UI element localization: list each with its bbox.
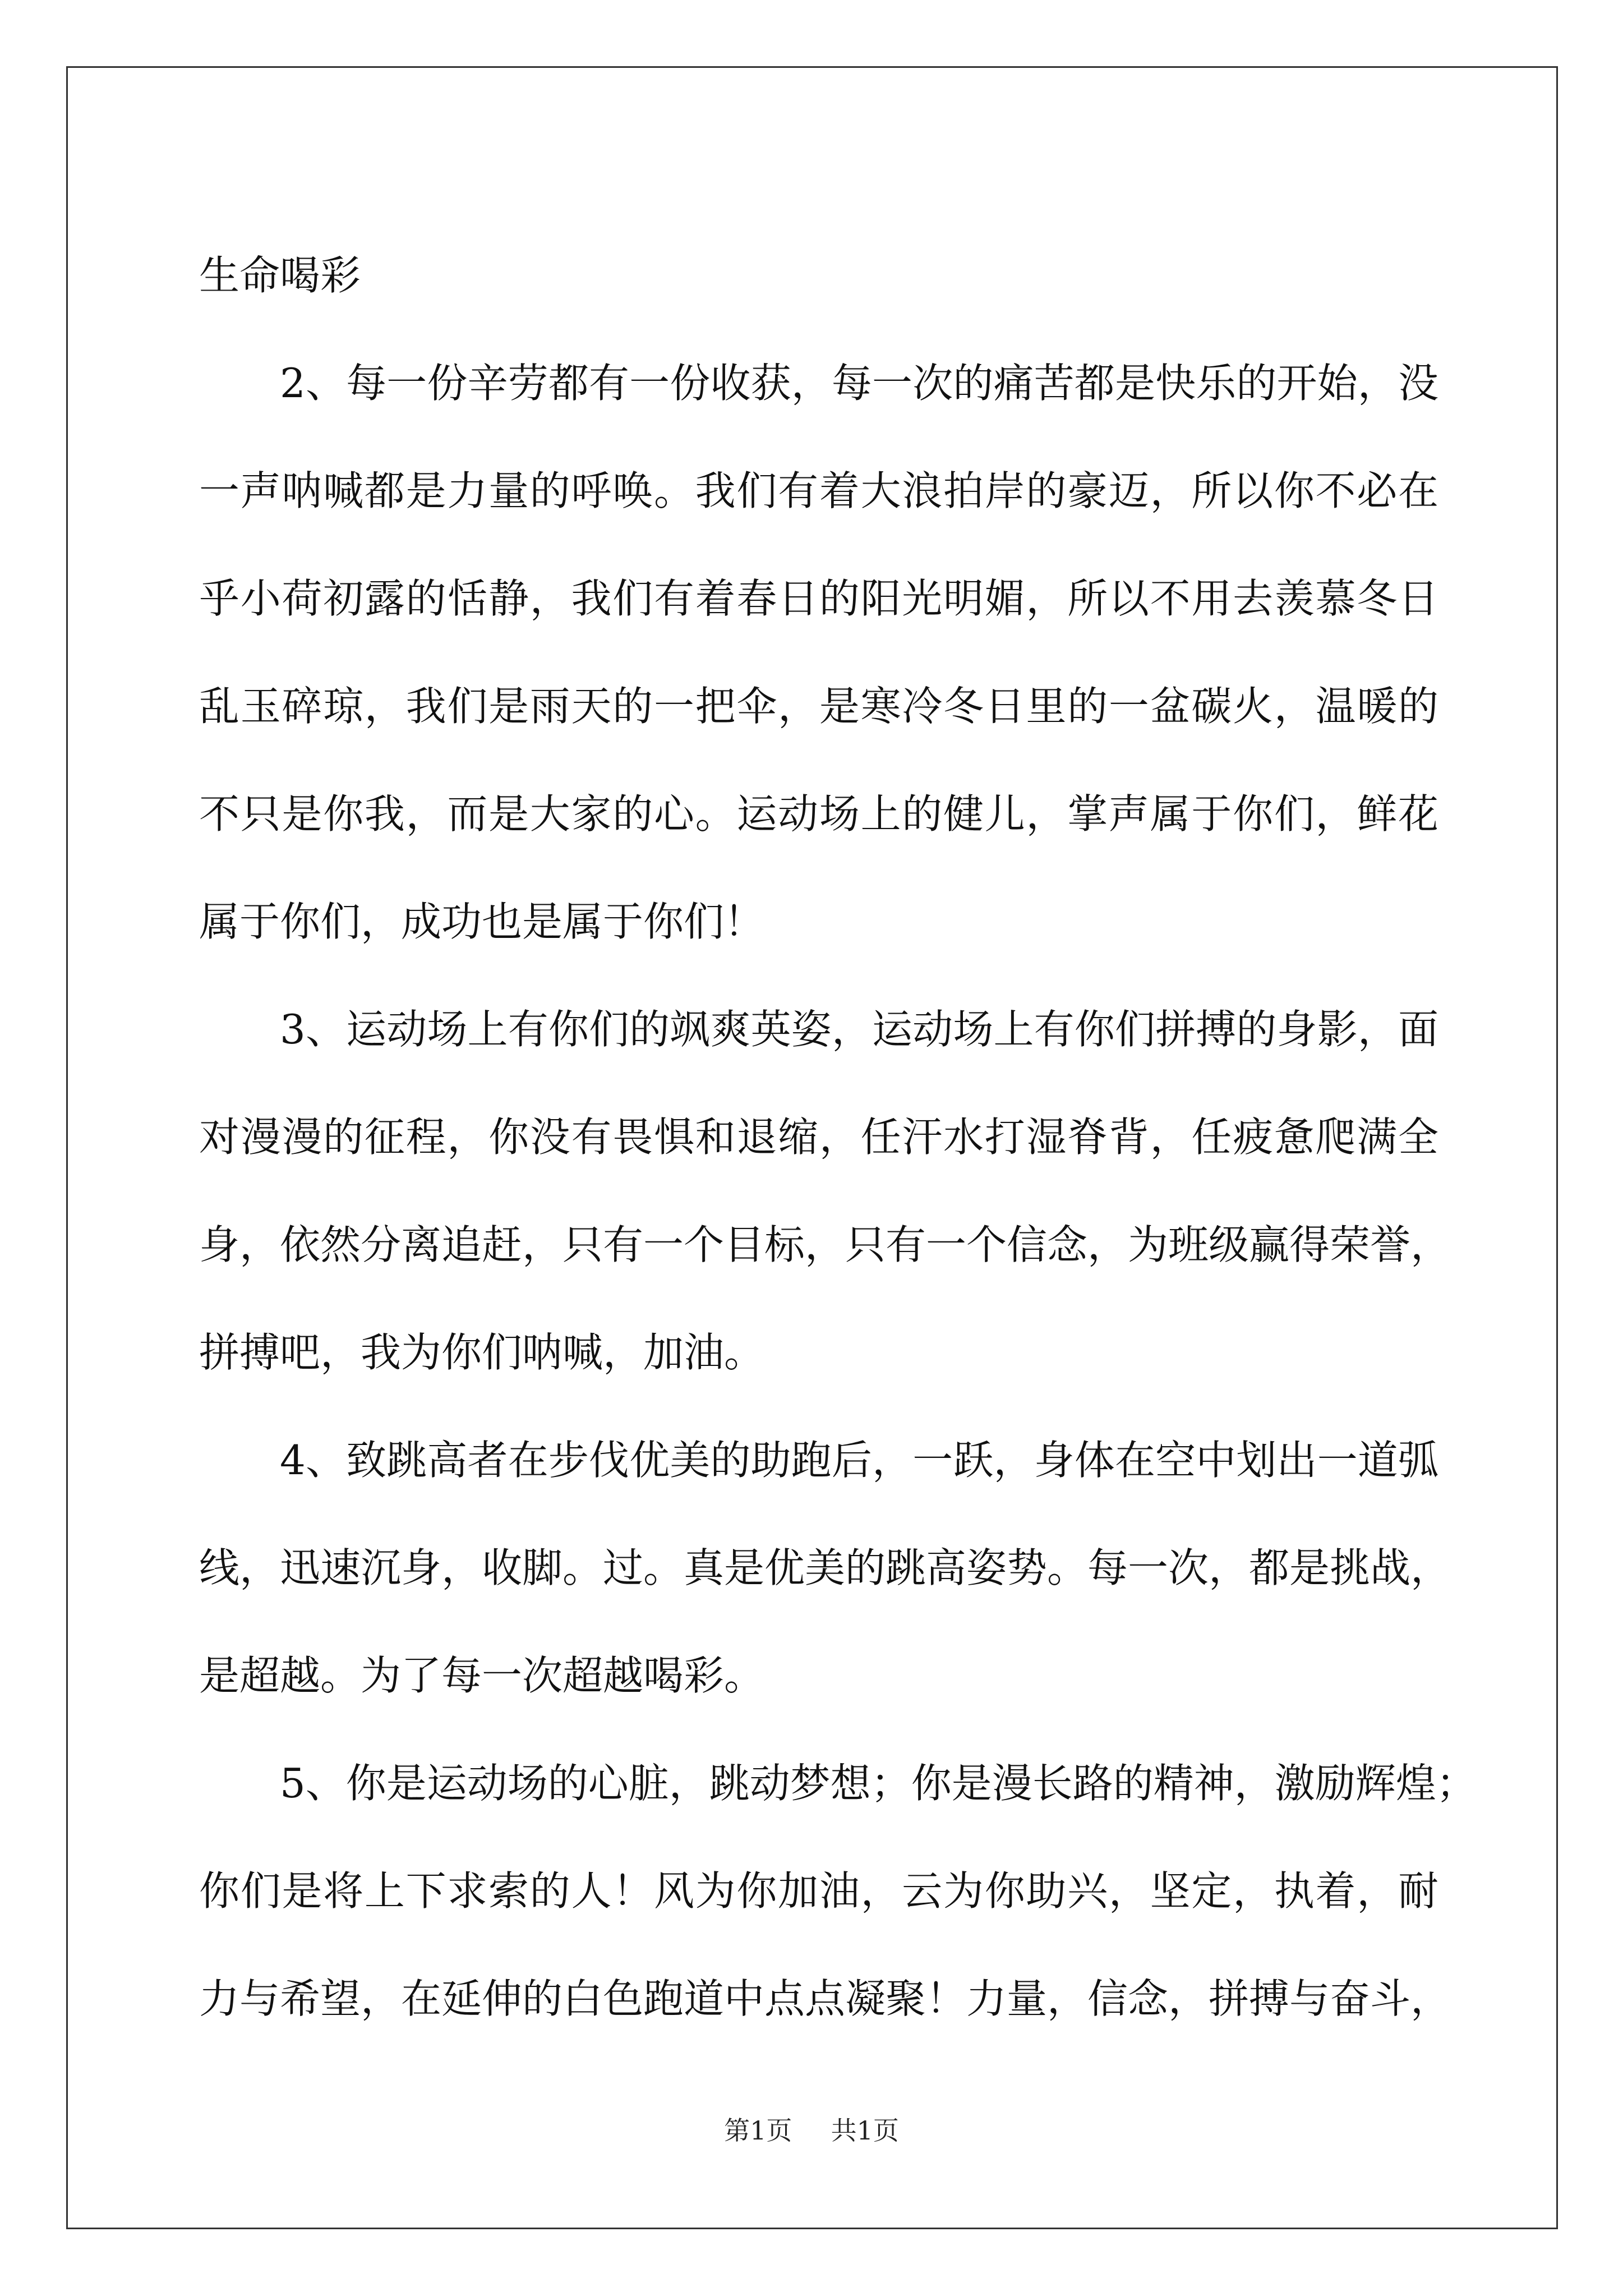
paragraph-line: 3、运动场上有你们的飒爽英姿，运动场上有你们拼搏的身影，面	[280, 1006, 1438, 1053]
paragraph-line: 乱玉碎琼，我们是雨天的一把伞，是寒冷冬日里的一盆碳火，温暖的	[199, 683, 1438, 730]
paragraph-line: 2、每一份辛劳都有一份收获，每一次的痛苦都是快乐的开始，没	[280, 360, 1438, 407]
paragraph-line: 乎小荷初露的恬静，我们有着春日的阳光明媚，所以不用去羡慕冬日	[199, 575, 1438, 622]
paragraph-3	[199, 976, 1451, 1406]
page-number-total: 共1页	[831, 2115, 899, 2146]
paragraph-line: 身，依然分离追赶，只有一个目标，只有一个信念，为班级赢得荣誉，	[199, 1221, 1451, 1268]
paragraph-line: 你们是将上下求索的人！风为你加油，云为你助兴，坚定，执着，耐	[199, 1867, 1438, 1915]
paragraph-line: 是超越。为了每一次超越喝彩。	[199, 1652, 765, 1699]
paragraph-line: 属于你们，成功也是属于你们！	[199, 898, 765, 945]
paragraph-4	[199, 1406, 1451, 1729]
paragraph-line: 拼搏吧，我为你们呐喊，加油。	[199, 1329, 765, 1376]
paragraph-line: 力与希望，在延伸的白色跑道中点点凝聚！力量，信念，拼搏与奋斗，	[199, 1975, 1451, 2022]
page-footer	[0, 2114, 1623, 2147]
paragraph-line: 一声呐喊都是力量的呼唤。我们有着大浪拍岸的豪迈，所以你不必在	[199, 467, 1438, 514]
paragraph-line: 4、致跳高者在步伐优美的助跑后，一跃，身体在空中划出一道弧	[280, 1437, 1438, 1484]
document-body	[199, 222, 1477, 2053]
paragraph-line: 5、你是运动场的心脏，跳动梦想；你是漫长路的精神，激励辉煌；	[280, 1760, 1477, 1807]
document-heading: 生命喝彩	[199, 252, 361, 299]
paragraph-2	[199, 329, 1438, 976]
paragraph-line: 不只是你我，而是大家的心。运动场上的健儿，掌声属于你们，鲜花	[199, 790, 1438, 838]
paragraph-5	[199, 1729, 1477, 2053]
page-number-current: 第1页	[724, 2115, 792, 2146]
paragraph-line: 对漫漫的征程，你没有畏惧和退缩，任汗水打湿脊背，任疲惫爬满全	[199, 1114, 1438, 1161]
paragraph-line: 线，迅速沉身，收脚。过。真是优美的跳高姿势。每一次，都是挑战，	[199, 1544, 1451, 1591]
